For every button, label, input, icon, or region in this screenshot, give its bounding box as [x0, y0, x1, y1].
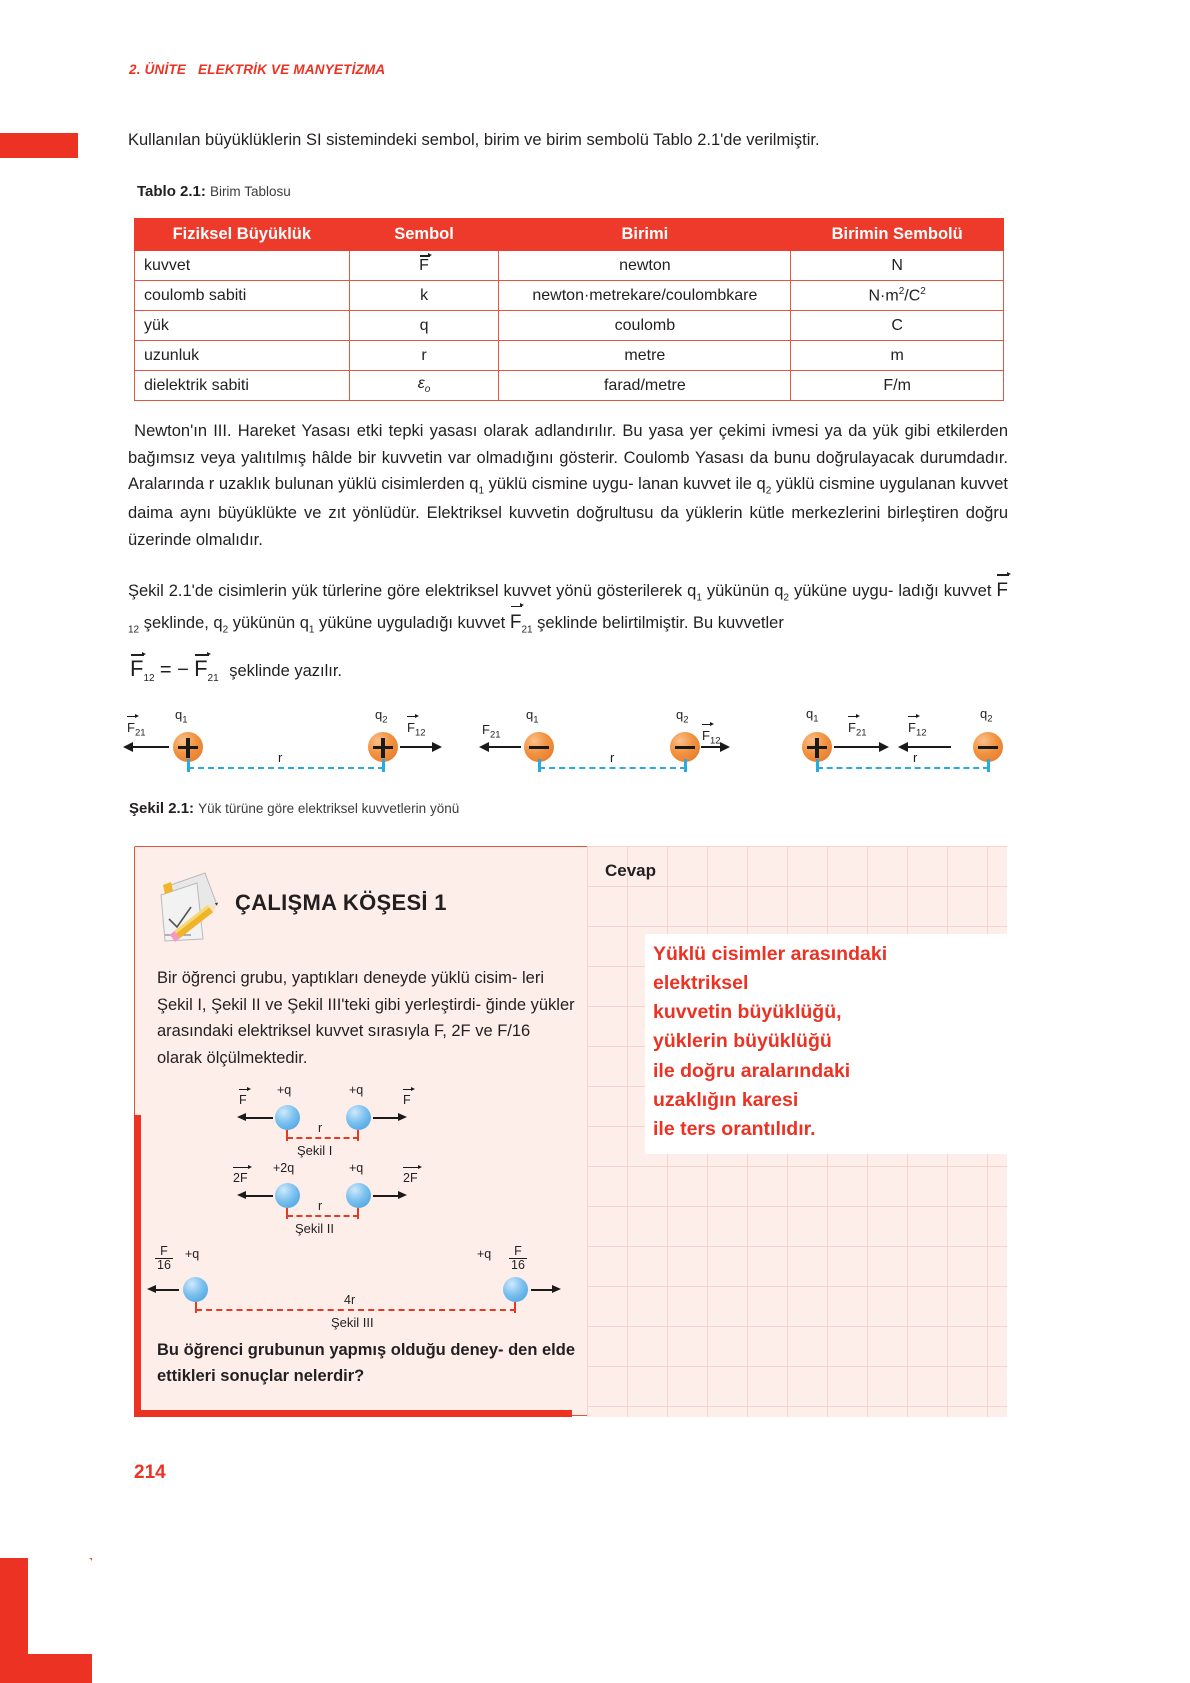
mini2-left-force-label: 2F: [233, 1171, 248, 1185]
answer-label: Cevap: [605, 860, 657, 880]
mini1-left-force-label: F: [239, 1093, 247, 1107]
figure-2-1-diagrams: [125, 706, 1015, 781]
table-row: [135, 251, 1004, 281]
panel3-right-charge: [973, 732, 1003, 762]
body-paragraph-2: Şekil 2.1'de cisimlerin yük türlerine göre elektriksel kuvvet yönü gösterilerek $q_1$ yükünün $q_2$ yüküne uygu- ladığı kuvvet $F_{12}$ şeklinde, $q_2$ yükünün $q_1$ yüküne uyguladığı kuvvet $F_{21}$ şeklinde belirtilmiştir. Bu kuvvetler: [128, 575, 1008, 639]
mini3-distance-line: [196, 1309, 516, 1311]
mini1-right-charge: [346, 1105, 371, 1130]
figure-caption-label: Şekil 2.1:: [129, 800, 195, 817]
mini1-left-force-arrow: [245, 1117, 273, 1119]
panel2-left-charge-label: $q_1$: [526, 707, 539, 726]
panel3-left-force-arrow: [834, 746, 880, 748]
panel2-tick-left: [538, 759, 541, 772]
mini3-left-charge: [183, 1277, 208, 1302]
formula-lhs-sub: 12: [143, 672, 155, 684]
panel3-right-charge-label: $q_2$: [980, 706, 993, 725]
panel3-tick-right: [987, 759, 990, 772]
panel1-right-force-arrow: [400, 746, 433, 748]
panel3-distance-line: [817, 767, 989, 769]
unit-table: [134, 218, 1004, 401]
mini-figure-3: [135, 1243, 575, 1329]
mini1-caption: Şekil I: [297, 1143, 333, 1158]
cell-quantity: coulomb sabiti: [135, 281, 350, 311]
panel2-tick-right: [684, 759, 687, 772]
table-row: [135, 371, 1004, 401]
mini3-right-force-arrow: [531, 1289, 553, 1291]
mini3-left-force-label: $\frac{F}{16}$: [157, 1244, 171, 1272]
force-vector-symbol: F: [419, 257, 429, 274]
mini2-right-charge-label: +q: [349, 1161, 364, 1175]
formula-lhs: F: [130, 656, 144, 681]
mini-figure-2: [135, 1161, 575, 1243]
notepad-pencil-icon: [157, 865, 225, 945]
figure-panel-2: [480, 706, 730, 781]
panel1-right-charge-label: $q_2$: [375, 707, 388, 726]
panel3-left-charge: [802, 732, 832, 762]
cell-symbol: r: [349, 341, 499, 371]
panel2-right-charge-label: $q_2$: [676, 707, 689, 726]
formula-rhs: F: [194, 656, 208, 681]
cell-unit: farad/metre: [499, 371, 791, 401]
cell-quantity: kuvvet: [135, 251, 350, 281]
panel3-left-charge-label: $q_1$: [806, 706, 819, 725]
panel2-right-force-label: $F_{12}$: [702, 728, 721, 747]
work-box-title: ÇALIŞMA KÖŞESİ 1: [235, 890, 447, 915]
cell-symbol: $\varepsilon_o$: [349, 371, 499, 401]
formula-newton-third-law: [130, 655, 342, 684]
mini2-distance-line: [287, 1215, 359, 1217]
intro-paragraph: Kullanılan büyüklüklerin SI sistemindeki sembol, birim ve birim sembolü Tablo 2.1'de verilmiştir.: [128, 131, 820, 149]
mini2-tick-right: [357, 1208, 359, 1219]
mini2-left-charge: [275, 1183, 300, 1208]
panel1-left-charge-label: $q_1$: [175, 707, 188, 726]
mini3-left-charge-label: +q: [185, 1247, 200, 1261]
mini3-tick-right: [514, 1302, 516, 1313]
table-header-row: [135, 219, 1004, 251]
formula-rhs-sub: 21: [207, 672, 219, 684]
mini1-tick-right: [357, 1130, 359, 1141]
answer-panel: [587, 846, 1007, 1417]
mini3-distance-label: 4r: [341, 1293, 358, 1307]
mini2-right-force-label: 2F: [403, 1171, 418, 1185]
mini2-left-charge-label: +2q: [273, 1161, 295, 1175]
table-row: [135, 311, 1004, 341]
mini3-right-force-label: $\frac{F}{16}$: [511, 1244, 525, 1272]
mini2-right-force-arrow: [373, 1195, 399, 1197]
cell-unit: newton: [499, 251, 791, 281]
panel1-left-force-label: $F_{21}$: [127, 720, 146, 739]
mini1-distance-line: [287, 1137, 359, 1139]
mini2-left-force-arrow: [245, 1195, 273, 1197]
work-box-bottom-accent: [134, 1410, 572, 1417]
table-caption-text: Birim Tablosu: [209, 184, 291, 199]
mini3-right-charge: [503, 1277, 528, 1302]
mini2-caption: Şekil II: [295, 1221, 335, 1236]
cell-unit-symbol: F/m: [791, 371, 1004, 401]
cell-unit-symbol: C: [791, 311, 1004, 341]
mini3-left-force-arrow: [155, 1289, 179, 1291]
formula-operator: = −: [159, 659, 189, 681]
cell-unit-symbol: $N\cdot m^2/C^2$: [791, 281, 1004, 311]
answer-text: Yüklü cisimler arasındaki elektriksel kuvvetin büyüklüğü, yüklerin büyüklüğü ile doğru aralarındaki uzaklığın karesi ile ters orantılıdır.: [645, 934, 1025, 1155]
mini1-right-force-arrow: [373, 1117, 399, 1119]
panel3-right-force-label: $F_{12}$: [908, 720, 927, 739]
mini3-caption: Şekil III: [331, 1315, 374, 1330]
cell-symbol: [349, 251, 499, 281]
mini3-tick-left: [195, 1302, 197, 1313]
table-row: [135, 281, 1004, 311]
panel3-distance-label: r: [910, 750, 920, 765]
panel2-left-force-label: $F_{21}$: [482, 722, 501, 741]
mini1-left-charge-label: +q: [277, 1083, 292, 1097]
panel1-right-charge: [368, 732, 398, 762]
mini2-distance-label: r: [315, 1199, 325, 1213]
panel2-distance-line: [539, 767, 686, 769]
cell-quantity: yük: [135, 311, 350, 341]
cell-unit: newton·metrekare/coulombkare: [499, 281, 791, 311]
panel1-distance-line: [188, 767, 384, 769]
panel1-tick-right: [382, 759, 385, 772]
work-box-final-question: Bu öğrenci grubunun yapmış olduğu deney- den elde ettikleri sonuçlar nelerdir?: [157, 1341, 576, 1386]
cell-symbol: q: [349, 311, 499, 341]
mini3-right-charge-label: +q: [477, 1247, 492, 1261]
mini2-tick-left: [286, 1208, 288, 1219]
mini1-right-charge-label: +q: [349, 1083, 364, 1097]
mini1-distance-label: r: [315, 1121, 325, 1135]
panel2-left-charge: [524, 732, 554, 762]
column-header-symbol: Sembol: [349, 219, 499, 251]
column-header-quantity: Fiziksel Büyüklük: [135, 219, 350, 251]
column-header-unit: Birimi: [499, 219, 791, 251]
table-caption: [137, 183, 291, 200]
panel3-left-force-label: $F_{21}$: [848, 720, 867, 739]
panel1-right-force-label: $F_{12}$: [407, 720, 426, 739]
cell-quantity: dielektrik sabiti: [135, 371, 350, 401]
work-corner-box: [134, 846, 1006, 1416]
panel3-tick-left: [816, 759, 819, 772]
page-edge-marker-top: [0, 133, 78, 158]
cell-quantity: uzunluk: [135, 341, 350, 371]
panel1-distance-label: r: [275, 750, 285, 765]
figure-caption: [129, 800, 459, 817]
cell-unit: metre: [499, 341, 791, 371]
mini-figure-1: [135, 1083, 575, 1165]
panel2-left-force-arrow: [488, 746, 521, 748]
panel3-right-force-arrow: [907, 746, 951, 748]
figure-panel-3: [790, 706, 1015, 781]
mini1-right-force-label: F: [403, 1093, 411, 1107]
panel2-right-charge: [670, 732, 700, 762]
cell-unit-symbol: N: [791, 251, 1004, 281]
figure-panel-1: [125, 706, 435, 781]
cell-symbol: k: [349, 281, 499, 311]
table-row: [135, 341, 1004, 371]
panel1-tick-left: [187, 759, 190, 772]
body-paragraph-1: Newton'ın III. Hareket Yasası etki tepki yasası olarak adlandırılır. Bu yasa yer çekimi ivmesi ya da yük gibi etkilerden bağımsız veya yalıtılmış hâlde bir kuvvetin var olmadığını gösterir. Coulomb Yasası da bunu doğrulayacak durumdadır. Aralarında r uzaklık bulunan yüklü cisimlerden $q_1$ yüklü cismine uygu- lanan kuvvet ile $q_2$ yüklü cismine uygulanan kuvvet daima aynı büyüklükte ve zıt yönlüdür. Elektriksel kuvvetin doğrultusu da yüklerin kütle merkezlerini birleştiren doğru üzerinde olmalıdır.: [128, 422, 1009, 549]
page-edge-marker-bottom: [0, 1558, 92, 1683]
table-caption-label: Tablo 2.1:: [137, 183, 206, 200]
panel2-distance-label: r: [607, 750, 617, 765]
column-header-unit-symbol: Birimin Sembolü: [791, 219, 1004, 251]
work-box-question: Bir öğrenci grubu, yaptıkları deneyde yüklü cisim- leri Şekil I, Şekil II ve Şekil III'teki gibi yerleştirdi- ğinde yükler arasındaki elektriksel kuvvet sırasıyla F, 2F ve F/16 olarak ölçülmektedir.: [157, 969, 575, 1068]
panel1-left-force-arrow: [132, 746, 169, 748]
mini1-left-charge: [275, 1105, 300, 1130]
mini2-right-charge: [346, 1183, 371, 1208]
running-head: 2. ÜNİTE ELEKTRİK VE MANYETİZMA: [129, 62, 386, 77]
figure-caption-text: Yük türüne göre elektriksel kuvvetlerin yönü: [198, 801, 460, 816]
cell-unit: coulomb: [499, 311, 791, 341]
mini1-tick-left: [286, 1130, 288, 1141]
cell-unit-symbol: m: [791, 341, 1004, 371]
page-number: 214: [134, 1462, 166, 1483]
formula-tail: şeklinde yazılır.: [229, 662, 343, 680]
panel1-left-charge: [173, 732, 203, 762]
